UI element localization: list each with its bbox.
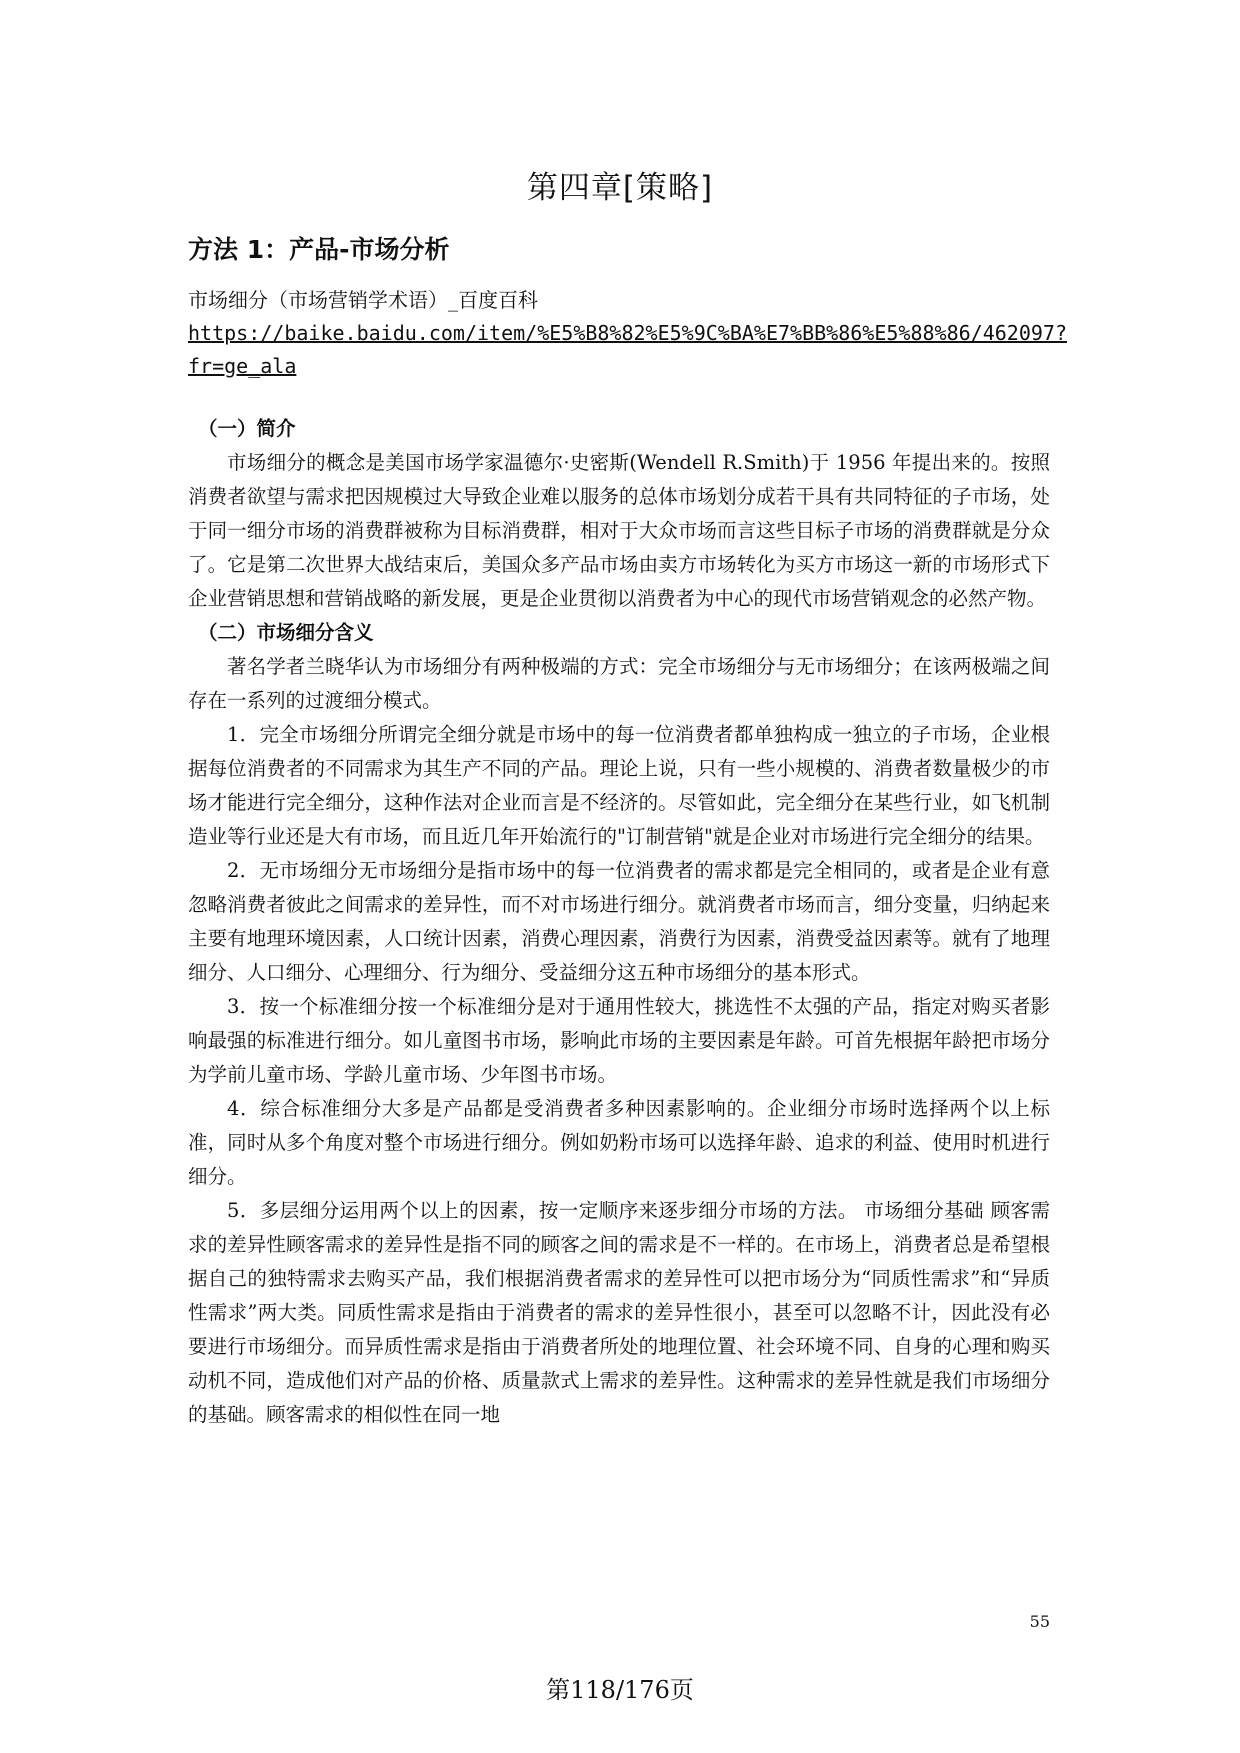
paragraph: 4．综合标准细分大多是产品都是受消费者多种因素影响的。企业细分市场时选择两个以上标准，同时从多个角度对整个市场进行细分。例如奶粉市场可以选择年龄、追求的利益、使用时机进行细分。 (188, 1097, 1050, 1188)
paragraph: 1．完全市场细分所谓完全细分就是市场中的每一位消费者都单独构成一独立的子市场，企业根据每位消费者的不同需求为其生产不同的产品。理论上说，只有一些小规模的、消费者数量极少的市场才能进行完全细分，这种作法对企业而言是不经济的。尽管如此，完全细分在某些行业，如飞机制造业等行业还是大有市场，而且近几年开始流行的"订制营销"就是企业对市场进行完全细分的结果。 (188, 723, 1050, 848)
page-footer: 第118/176页 (546, 1676, 694, 1704)
source-title: 市场细分（市场营销学术语）_百度百科 (188, 288, 538, 312)
paragraph: 3．按一个标准细分按一个标准细分是对于通用性较大，挑选性不太强的产品，指定对购买者影响最强的标准进行细分。如儿童图书市场，影响此市场的主要因素是年龄。可首先根据年龄把市场分为学前儿童市场、学龄儿童市场、少年图书市场。 (188, 995, 1050, 1086)
chapter-title: 第四章[策略] (526, 170, 714, 206)
page-number: 55 (1029, 1612, 1050, 1631)
section-heading: （二）市场细分含义 (198, 621, 374, 644)
section-definition (188, 616, 1050, 1432)
source-reference (188, 284, 1068, 383)
section-heading: （一）简介 (198, 417, 296, 440)
body-text (188, 412, 1050, 1432)
paragraph: 5．多层细分运用两个以上的因素，按一定顺序来逐步细分市场的方法。 市场细分基础 顾客需求的差异性顾客需求的差异性是指不同的顾客之间的需求是不一样的。在市场上，消费者总是希望根据自己的独特需求去购买产品，我们根据消费者需求的差异性可以把市场分为“同质性需求”和“异质性需求”两大类。同质性需求是指由于消费者的需求的差异性很小，甚至可以忽略不计，因此没有必要进行市场细分。而异质性需求是指由于消费者所处的地理位置、社会环境不同、自身的心理和购买动机不同，造成他们对产品的价格、质量款式上需求的差异性。这种需求的差异性就是我们市场细分的基础。顾客需求的相似性在同一地 (188, 1199, 1050, 1426)
paragraph: 市场细分的概念是美国市场学家温德尔·史密斯(Wendell R.Smith)于 1956 年提出来的。按照消费者欲望与需求把因规模过大导致企业难以服务的总体市场划分成若干具有共同特征的子市场，处于同一细分市场的消费群被称为目标消费群，相对于大众市场而言这些目标子市场的消费群就是分众了。它是第二次世界大战结束后，美国众多产品市场由卖方市场转化为买方市场这一新的市场形式下企业营销思想和营销战略的新发展，更是企业贯彻以消费者为中心的现代市场营销观念的必然产物。 (188, 451, 1050, 610)
method-title: 方法 1：产品-市场分析 (188, 235, 450, 264)
paragraph: 2．无市场细分无市场细分是指市场中的每一位消费者的需求都是完全相同的，或者是企业有意忽略消费者彼此之间需求的差异性，而不对市场进行细分。就消费者市场而言，细分变量，归纳起来主要有地理环境因素，人口统计因素，消费心理因素，消费行为因素，消费受益因素等。就有了地理细分、人口细分、心理细分、行为细分、受益细分这五种市场细分的基本形式。 (188, 859, 1050, 984)
section-intro (188, 412, 1050, 616)
paragraph: 著名学者兰晓华认为市场细分有两种极端的方式：完全市场细分与无市场细分；在该两极端之间存在一系列的过渡细分模式。 (188, 655, 1050, 712)
source-link[interactable]: https://baike.baidu.com/item/%E5%B8%82%E5%9C%BA%E7%BB%86%E5%88%86/462097?fr=ge_ala (188, 321, 1067, 378)
